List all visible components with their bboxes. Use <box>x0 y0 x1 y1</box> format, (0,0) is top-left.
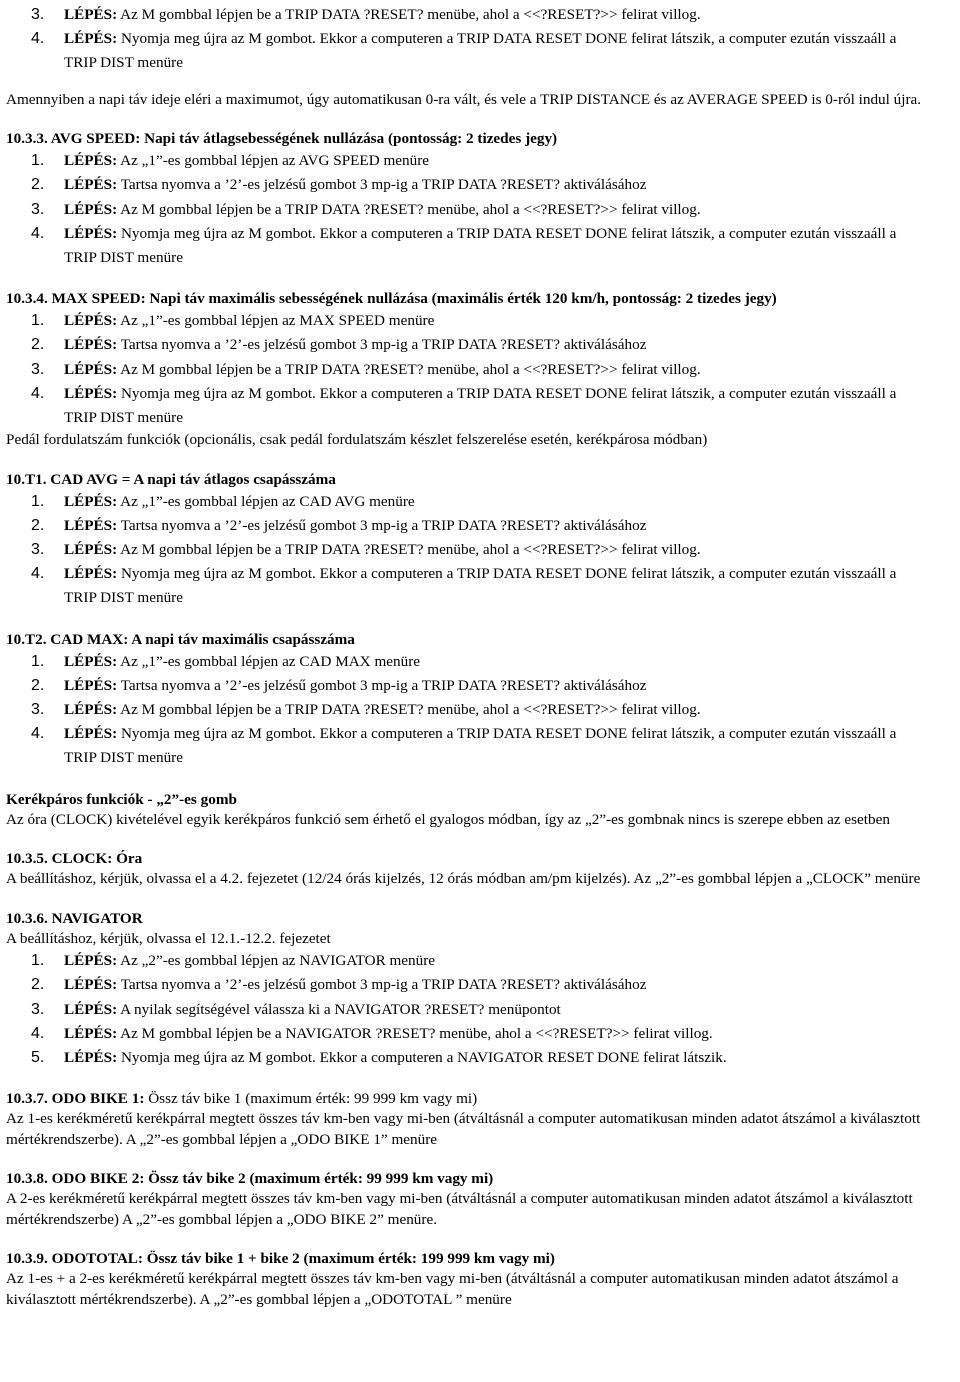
step-label: LÉPÉS: <box>64 516 118 534</box>
step-item <box>6 309 956 333</box>
section-heading-odo-bike-1 <box>6 1088 956 1109</box>
step-item <box>6 382 956 430</box>
step-text: Tartsa nyomva a ’2’-es jelzésű gombot 3 mp-ig a TRIP DATA ?RESET? aktiválásához <box>117 176 647 194</box>
pedal-functions-paragraph: Pedál fordulatszám funkciók (opcionális, csak pedál fordulatszám készlet felszerelése esetén, kerékpárosa módban) <box>6 431 708 449</box>
step-number: 4. <box>31 224 45 242</box>
section-heading-bike-functions: Kerékpáros funkciók - „2”-es gomb <box>6 790 237 808</box>
step-label: LÉPÉS: <box>64 976 118 994</box>
step-number: 5. <box>31 1048 45 1066</box>
step-item <box>6 490 956 514</box>
bike-functions-paragraph: Az óra (CLOCK) kivételével egyik kerékpáros funkció sem érhető el gyalogos módban, így az „2”-es gombnak nincs is szerepe ebben az esetben <box>6 810 890 828</box>
step-label: LÉPÉS: <box>64 952 118 970</box>
step-item <box>6 674 956 698</box>
step-number: 3. <box>31 1000 45 1018</box>
step-label: LÉPÉS: <box>64 336 118 354</box>
step-text: Az „1”-es gombbal lépjen az MAX SPEED menüre <box>117 312 435 330</box>
section-heading-cad-max: 10.T2. CAD MAX: A napi táv maximális csapásszáma <box>6 630 355 648</box>
step-item <box>6 1022 956 1046</box>
auto-reset-paragraph: Amennyiben a napi táv ideje eléri a maximumot, úgy automatikusan 0-ra vált, és vele a TRIP DISTANCE és az AVERAGE SPEED is 0-ról indul újra. <box>6 90 922 108</box>
step-text: Tartsa nyomva a ’2’-es jelzésű gombot 3 mp-ig a TRIP DATA ?RESET? aktiválásához <box>117 676 647 694</box>
step-item <box>6 198 956 222</box>
odo-bike-2-paragraph: A 2-es kerékméretű kerékpárral megtett összes táv km-ben vagy mi-ben (átváltásnál a computer automatikusan minden adatot átszámol a kiválasztott mértékrendszerbe) A „2”-es gombbal lépjen a „ODO BIKE 2” menüre. <box>6 1190 913 1228</box>
step-number: 3. <box>31 200 45 218</box>
section-heading-odototal: 10.3.9. ODOTOTAL: Össz táv bike 1 + bike 2 (maximum érték: 199 999 km vagy mi) <box>6 1250 555 1268</box>
max-speed-steps <box>6 309 956 430</box>
step-text: A nyilak segítségével válassza ki a NAVIGATOR ?RESET? menüpontot <box>117 1000 561 1018</box>
step-number: 3. <box>31 541 45 559</box>
step-item <box>6 949 956 973</box>
step-text: Az M gombbal lépjen be a TRIP DATA ?RESET? menübe, ahol a <<?RESET?>> felirat villog. <box>117 541 701 559</box>
step-label: LÉPÉS: <box>64 492 118 510</box>
step-text: Az M gombbal lépjen be a TRIP DATA ?RESET? menübe, ahol a <<?RESET?>> felirat villog. <box>117 360 701 378</box>
step-number: 1. <box>31 492 45 510</box>
step-item <box>6 358 956 382</box>
step-text: Tartsa nyomva a ’2’-es jelzésű gombot 3 mp-ig a TRIP DATA ?RESET? aktiválásához <box>117 516 647 534</box>
step-label: LÉPÉS: <box>64 152 118 170</box>
step-number: 1. <box>31 312 45 330</box>
step-text: Nyomja meg újra az M gombot. Ekkor a computeren a TRIP DATA RESET DONE felirat látszik, a computer ezután visszaáll a TRIP DIST menüre <box>64 30 897 72</box>
step-label: LÉPÉS: <box>64 200 118 218</box>
step-item <box>6 514 956 538</box>
step-label: LÉPÉS: <box>64 176 118 194</box>
step-text: Az „1”-es gombbal lépjen az AVG SPEED menüre <box>117 152 430 170</box>
cad-max-steps <box>6 650 956 771</box>
step-text: Nyomja meg újra az M gombot. Ekkor a computeren a TRIP DATA RESET DONE felirat látszik, a computer ezután visszaáll a TRIP DIST menüre <box>64 384 897 426</box>
step-number: 4. <box>31 565 45 583</box>
step-number: 2. <box>31 976 45 994</box>
step-text: Az „1”-es gombbal lépjen az CAD MAX menüre <box>117 652 420 670</box>
step-item <box>6 149 956 173</box>
step-text: Az M gombbal lépjen be a NAVIGATOR ?RESET? menübe, ahol a <<?RESET?>> felirat villog. <box>117 1024 713 1042</box>
step-label: LÉPÉS: <box>64 1000 118 1018</box>
step-item <box>6 562 956 610</box>
step-label: LÉPÉS: <box>64 725 118 743</box>
step-item <box>6 27 956 75</box>
step-label: LÉPÉS: <box>64 384 118 402</box>
step-label: LÉPÉS: <box>64 701 118 719</box>
step-text: Az M gombbal lépjen be a TRIP DATA ?RESET? menübe, ahol a <<?RESET?>> felirat villog. <box>117 701 701 719</box>
section-heading-cad-avg: 10.T1. CAD AVG = A napi táv átlagos csapásszáma <box>6 470 336 488</box>
step-item <box>6 722 956 770</box>
step-number: 1. <box>31 952 45 970</box>
step-item <box>6 222 956 270</box>
step-text: Nyomja meg újra az M gombot. Ekkor a computeren a TRIP DATA RESET DONE felirat látszik, a computer ezután visszaáll a TRIP DIST menüre <box>64 565 897 607</box>
step-number: 3. <box>31 701 45 719</box>
step-number: 2. <box>31 336 45 354</box>
step-item <box>6 698 956 722</box>
avg-speed-steps <box>6 149 956 270</box>
step-text: Nyomja meg újra az M gombot. Ekkor a computeren a TRIP DATA RESET DONE felirat látszik, a computer ezután visszaáll a TRIP DIST menüre <box>64 725 897 767</box>
step-number: 3. <box>31 6 45 23</box>
step-number: 3. <box>31 360 45 378</box>
navigator-paragraph: A beállításhoz, kérjük, olvassa el 12.1.-12.2. fejezetet <box>6 929 331 947</box>
step-text: Az M gombbal lépjen be a TRIP DATA ?RESET? menübe, ahol a <<?RESET?>> felirat villog. <box>117 6 701 23</box>
section-heading-max-speed: 10.3.4. MAX SPEED: Napi táv maximális sebességének nullázása (maximális érték 120 km/h, pontosság: 2 tizedes jegy) <box>6 290 777 308</box>
step-label: LÉPÉS: <box>64 224 118 242</box>
step-text: Tartsa nyomva a ’2’-es jelzésű gombot 3 mp-ig a TRIP DATA ?RESET? aktiválásához <box>117 976 647 994</box>
step-item <box>6 650 956 674</box>
step-label: LÉPÉS: <box>64 676 118 694</box>
step-label: LÉPÉS: <box>64 360 118 378</box>
section-heading-odo-bike-2: 10.3.8. ODO BIKE 2: Össz táv bike 2 (maximum érték: 99 999 km vagy mi) <box>6 1170 494 1188</box>
odototal-paragraph: Az 1-es + a 2-es kerékméretű kerékpárral megtett összes táv km-ben vagy mi-ben (átváltásnál a computer automatikusan minden adatot átszámol a kiválasztott mértékrendszerbe). A „2”-es gombbal lépjen a „ODOTOTAL ” menüre <box>6 1270 899 1308</box>
step-number: 2. <box>31 676 45 694</box>
step-item <box>6 998 956 1022</box>
prev-steps-list <box>6 3 956 76</box>
step-text: Az M gombbal lépjen be a TRIP DATA ?RESET? menübe, ahol a <<?RESET?>> felirat villog. <box>117 200 701 218</box>
odo-bike-1-title-bold: 10.3.7. ODO BIKE 1: <box>6 1090 145 1108</box>
section-heading-avg-speed: 10.3.3. AVG SPEED: Napi táv átlagsebességének nullázása (pontosság: 2 tizedes jegy) <box>6 130 558 148</box>
step-number: 1. <box>31 652 45 670</box>
step-number: 2. <box>31 176 45 194</box>
section-heading-clock: 10.3.5. CLOCK: Óra <box>6 850 143 868</box>
step-number: 4. <box>31 384 45 402</box>
step-item <box>6 333 956 357</box>
step-number: 2. <box>31 516 45 534</box>
step-text: Nyomja meg újra az M gombot. Ekkor a computeren a NAVIGATOR RESET DONE felirat látszik. <box>117 1048 727 1066</box>
step-number: 4. <box>31 725 45 743</box>
step-number: 4. <box>31 1024 45 1042</box>
step-item <box>6 973 956 997</box>
odo-bike-1-paragraph: Az 1-es kerékméretű kerékpárral megtett összes táv km-ben vagy mi-ben (átváltásnál a computer automatikusan minden adatot átszámol a kiválasztott mértékrendszerbe). A „2”-es gombbal lépjen a „ODO BIKE 1” menüre <box>6 1110 921 1148</box>
step-label: LÉPÉS: <box>64 652 118 670</box>
step-text: Tartsa nyomva a ’2’-es jelzésű gombot 3 mp-ig a TRIP DATA ?RESET? aktiválásához <box>117 336 647 354</box>
step-number: 1. <box>31 152 45 170</box>
clock-paragraph: A beállításhoz, kérjük, olvassa el a 4.2. fejezetet (12/24 órás kijelzés, 12 órás módban am/pm kijelzés). Az „2”-es gombbal lépjen a „CLOCK” menüre <box>6 870 921 888</box>
step-label: LÉPÉS: <box>64 30 118 48</box>
section-heading-navigator: 10.3.6. NAVIGATOR <box>6 909 143 927</box>
step-label: LÉPÉS: <box>64 1024 118 1042</box>
step-item <box>6 3 956 27</box>
step-text: Az „1”-es gombbal lépjen az CAD AVG menüre <box>117 492 415 510</box>
step-label: LÉPÉS: <box>64 565 118 583</box>
step-label: LÉPÉS: <box>64 312 118 330</box>
step-number: 4. <box>31 30 45 48</box>
step-label: LÉPÉS: <box>64 6 118 23</box>
step-item <box>6 173 956 197</box>
step-label: LÉPÉS: <box>64 1048 118 1066</box>
step-label: LÉPÉS: <box>64 541 118 559</box>
navigator-steps <box>6 949 956 1070</box>
step-item <box>6 538 956 562</box>
step-text: Az „2”-es gombbal lépjen az NAVIGATOR menüre <box>117 952 436 970</box>
cad-avg-steps <box>6 490 956 611</box>
step-item <box>6 1046 956 1070</box>
step-text: Nyomja meg újra az M gombot. Ekkor a computeren a TRIP DATA RESET DONE felirat látszik, a computer ezután visszaáll a TRIP DIST menüre <box>64 224 897 266</box>
odo-bike-1-title-rest: Össz táv bike 1 (maximum érték: 99 999 km vagy mi) <box>144 1090 478 1108</box>
